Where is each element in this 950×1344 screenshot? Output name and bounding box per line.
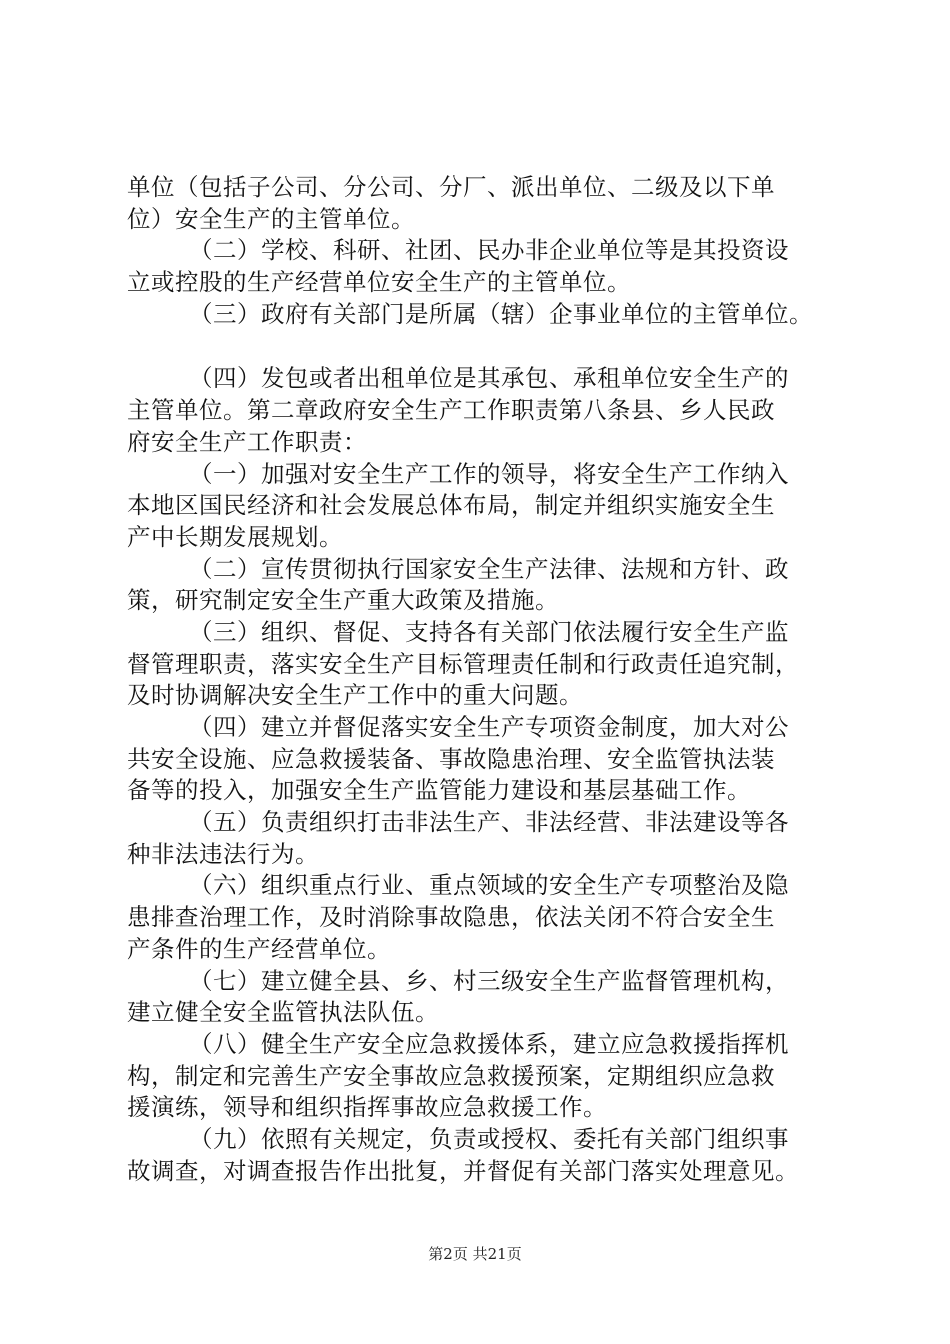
text-line: 故调查，对调查报告作出批复，并督促有关部门落实处理意见。 [127, 1156, 799, 1185]
text-line: 建立健全安全监管执法队伍。 [127, 998, 439, 1027]
document-body [127, 172, 843, 1187]
text-line: 单位（包括子公司、分公司、分厂、派出单位、二级及以下单 [127, 173, 775, 201]
text-line: （三）政府有关部门是所属（辖）企事业单位的主管单位。 [189, 299, 813, 328]
text-line: （五）负责组织打击非法生产、非法经营、非法建设等各 [189, 808, 789, 837]
text-line: 督管理职责，落实安全生产目标管理责任制和行政责任追究制， [127, 649, 799, 678]
paragraph-gap [127, 330, 843, 363]
text-line: 策，研究制定安全生产重大政策及措施。 [127, 586, 559, 615]
text-line: 及时协调解决安全生产工作中的重大问题。 [127, 681, 583, 710]
text-line: 患排查治理工作，及时消除事故隐患，依法关闭不符合安全生 [127, 903, 775, 932]
text-line: 主管单位。第二章政府安全生产工作职责第八条县、乡人民政 [127, 396, 775, 425]
text-line: （八）健全生产安全应急救援体系，建立应急救援指挥机 [189, 1029, 789, 1058]
text-line: （六）组织重点行业、重点领域的安全生产专项整治及隐 [189, 871, 789, 900]
text-line: 种非法违法行为。 [127, 839, 319, 868]
text-line: 备等的投入，加强安全生产监管能力建设和基层基础工作。 [127, 776, 751, 805]
text-line: （四）建立并督促落实安全生产专项资金制度，加大对公 [189, 713, 789, 741]
text-line: （二）学校、科研、社团、民办非企业单位等是其投资设 [189, 236, 789, 265]
text-line: 产条件的生产经营单位。 [127, 934, 391, 963]
text-line: 构，制定和完善生产安全事故应急救援预案，定期组织应急救 [127, 1061, 775, 1090]
text-line: 产中长期发展规划。 [127, 522, 343, 551]
text-line: （三）组织、督促、支持各有关部门依法履行安全生产监 [189, 617, 789, 646]
text-line: （四）发包或者出租单位是其承包、承租单位安全生产的 [189, 364, 789, 393]
text-line: 本地区国民经济和社会发展总体布局，制定并组织实施安全生 [127, 491, 775, 520]
text-line: 立或控股的生产经营单位安全生产的主管单位。 [127, 268, 631, 297]
text-line: 府安全生产工作职责： [127, 427, 367, 456]
text-line: （二）宣传贯彻执行国家安全生产法律、法规和方针、政 [189, 554, 789, 583]
text-line: 位）安全生产的主管单位。 [127, 204, 415, 233]
text-line: （七）建立健全县、乡、村三级安全生产监督管理机构， [189, 966, 789, 995]
text-line: 援演练，领导和组织指挥事故应急救援工作。 [127, 1093, 607, 1122]
text-line: （九）依照有关规定，负责或授权、委托有关部门组织事 [189, 1124, 789, 1153]
page-number-footer: 第2页 共21页 [428, 1245, 522, 1263]
text-line: 共安全设施、应急救援装备、事故隐患治理、安全监管执法装 [127, 744, 775, 773]
text-line: （一）加强对安全生产工作的领导，将安全生产工作纳入 [189, 459, 789, 488]
